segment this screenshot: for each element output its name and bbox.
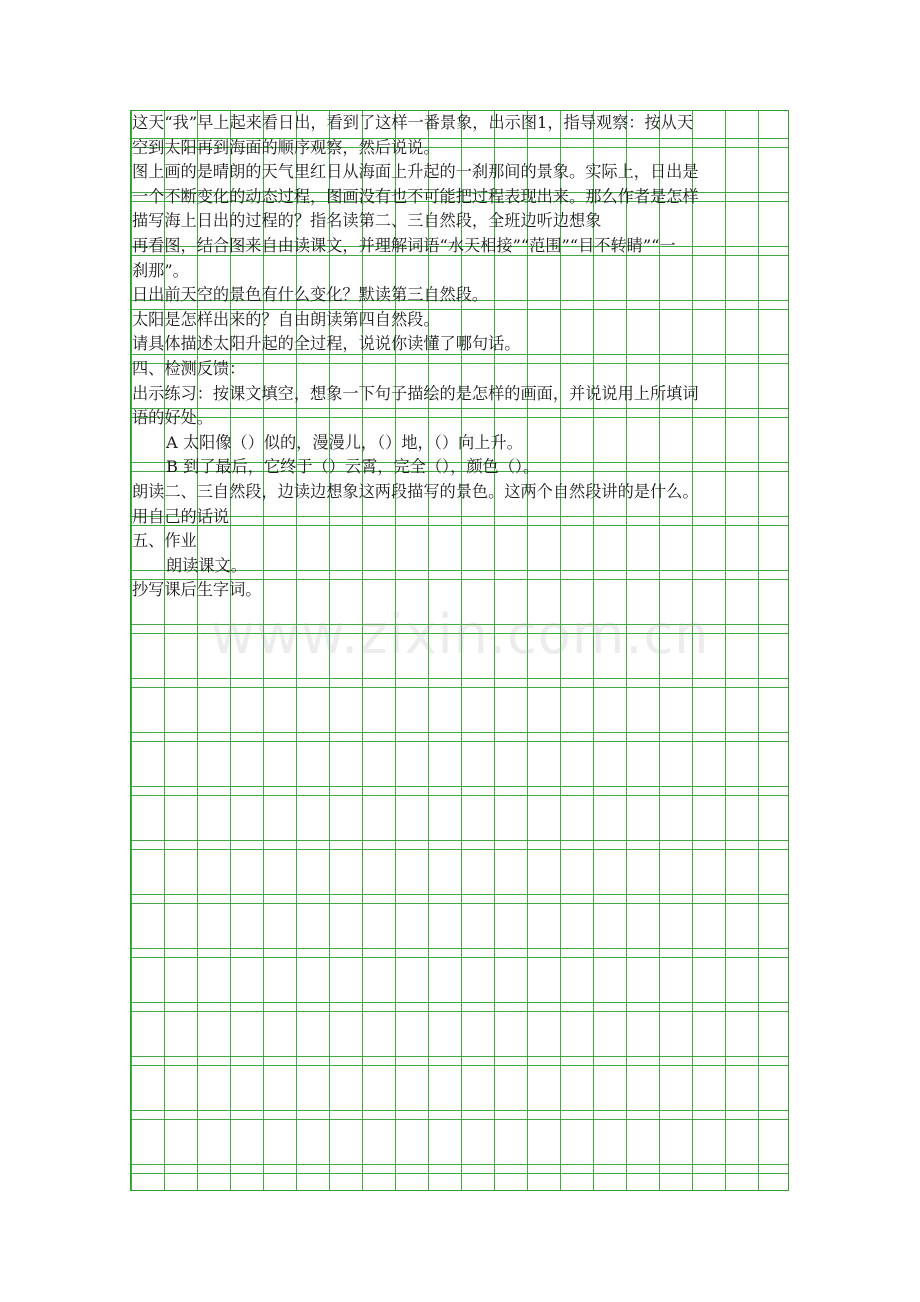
text-line: 再看图，结合图来自由读课文，并理解词语“水天相接”“范围”“目不转睛”“一	[132, 235, 676, 255]
text-line: 用自己的话说	[132, 506, 230, 526]
text-line: 刹那”。	[132, 260, 189, 280]
section-heading: 四、检测反馈：	[132, 358, 246, 378]
text-line: 图上画的是晴朗的天气里红日从海面上升起的一刹那间的景象。实际上，日出是	[132, 162, 699, 182]
section-heading: 五、作业	[132, 531, 197, 551]
document-text	[132, 111, 789, 603]
text-line: 出示练习：按课文填空，想象一下句子描绘的是怎样的画面，并说说用上所填词	[132, 383, 699, 403]
exercise-item-b: B 到了最后，它终于（）云霄，完全（），颜色（）。	[166, 457, 540, 477]
text-line: 请具体描述太阳升起的全过程，说说你读懂了哪句话。	[132, 334, 521, 354]
text-line: 日出前天空的景色有什么变化？默读第三自然段。	[132, 285, 489, 305]
text-line: 语的好处。	[132, 408, 213, 428]
text-line: 空到太阳再到海面的顺序观察，然后说说。	[132, 137, 440, 157]
homework-item: 朗读课文。	[166, 555, 247, 575]
homework-item: 抄写课后生字词。	[132, 580, 262, 600]
text-line: 太阳是怎样出来的？自由朗读第四自然段。	[132, 309, 440, 329]
exercise-item-a: A 太阳像（）似的，漫漫儿，（）地，（）向上升。	[166, 432, 523, 452]
text-line: 这天“我”早上起来看日出，看到了这样一番景象，出示图1，指导观察：按从天	[132, 113, 694, 132]
text-line: 一个不断变化的动态过程，图画没有也不可能把过程表现出来。那么作者是怎样	[132, 186, 699, 206]
text-line: 描写海上日出的过程的？指名读第二、三自然段，全班边听边想象	[132, 211, 602, 231]
watermark: www.zixin.com.cn	[210, 603, 710, 666]
text-line: 朗读二、三自然段，边读边想象这两段描写的景色。这两个自然段讲的是什么。	[132, 481, 699, 501]
